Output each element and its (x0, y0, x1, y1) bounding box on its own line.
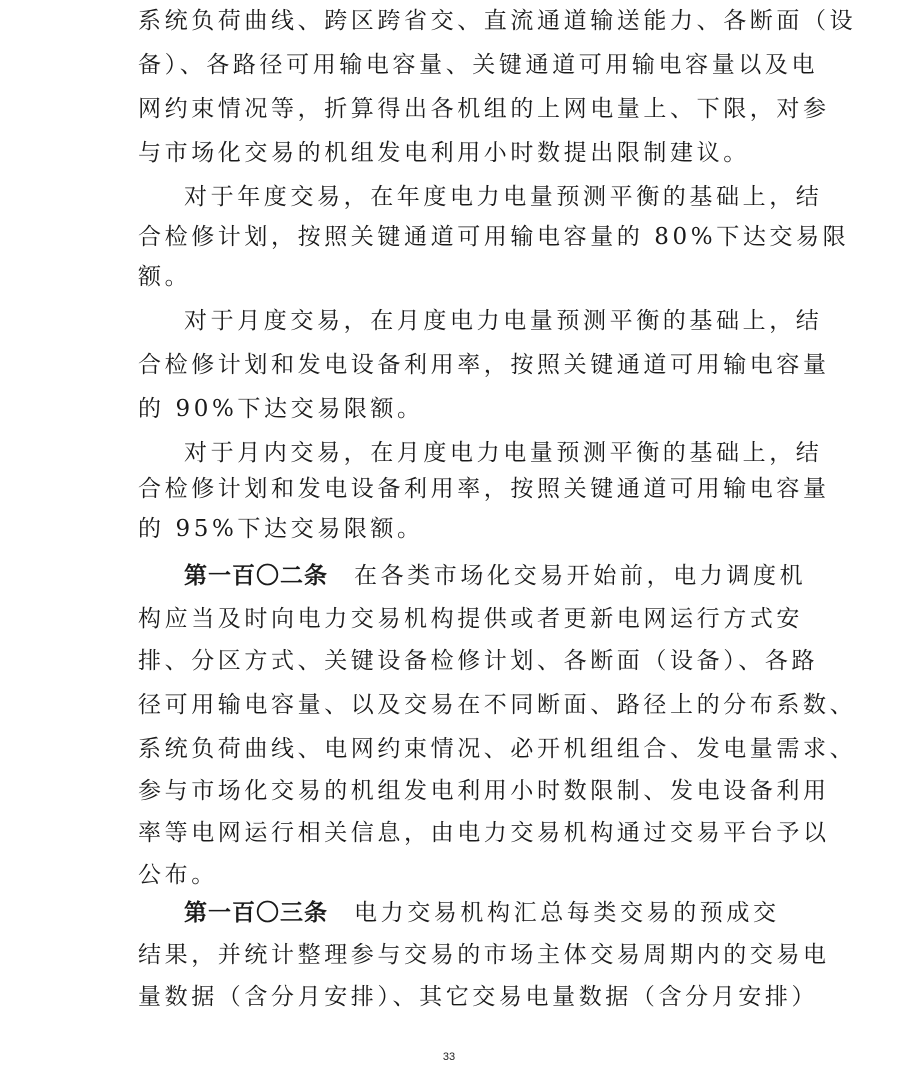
text-line: 对于月内交易，在月度电力电量预测平衡的基础上，结 (184, 440, 823, 466)
text-line: 备）、各路径可用输电容量、关键通道可用输电容量以及电 (138, 52, 819, 78)
text-line: 额。 (138, 264, 192, 290)
article-heading: 第一百〇三条 (184, 900, 328, 926)
text-line: 对于年度交易，在年度电力电量预测平衡的基础上，结 (184, 184, 823, 210)
text-line: 合检修计划和发电设备利用率，按照关键通道可用输电容量 (138, 352, 830, 378)
article-heading: 第一百〇二条 (184, 563, 328, 589)
text-line: 的 95%下达交易限额。 (138, 516, 424, 542)
text-line: 合检修计划，按照关键通道可用输电容量的 80%下达交易限 (138, 224, 850, 250)
text-line: 公布。 (138, 862, 218, 888)
article-first-line (184, 561, 806, 591)
text-line: 系统负荷曲线、跨区跨省交、直流通道输送能力、各断面（设 (138, 8, 857, 34)
article-text: 在各类市场化交易开始前，电力调度机 (354, 563, 807, 589)
text-line: 参与市场化交易的机组发电利用小时数限制、发电设备利用 (138, 778, 830, 804)
text-line: 网约束情况等，折算得出各机组的上网电量上、下限，对参 (138, 96, 830, 122)
text-line: 径可用输电容量、以及交易在不同断面、路径上的分布系数、 (138, 692, 857, 718)
text-line: 结果，并统计整理参与交易的市场主体交易周期内的交易电 (138, 942, 830, 968)
text-line: 与市场化交易的机组发电利用小时数提出限制建议。 (138, 140, 750, 166)
article-text: 电力交易机构汇总每类交易的预成交 (354, 900, 780, 926)
text-line: 对于月度交易，在月度电力电量预测平衡的基础上，结 (184, 308, 823, 334)
text-line: 系统负荷曲线、电网约束情况、必开机组组合、发电量需求、 (138, 736, 857, 762)
article-first-line (184, 898, 780, 928)
text-line: 排、分区方式、关键设备检修计划、各断面（设备）、各路 (138, 648, 819, 674)
text-line: 合检修计划和发电设备利用率，按照关键通道可用输电容量 (138, 476, 830, 502)
text-line: 量数据（含分月安排）、其它交易电量数据（含分月安排） (138, 984, 819, 1010)
text-line: 构应当及时向电力交易机构提供或者更新电网运行方式安 (138, 606, 803, 632)
page-number: 33 (442, 1051, 456, 1063)
text-line: 率等电网运行相关信息，由电力交易机构通过交易平台予以 (138, 820, 830, 846)
text-line: 的 90%下达交易限额。 (138, 396, 424, 422)
